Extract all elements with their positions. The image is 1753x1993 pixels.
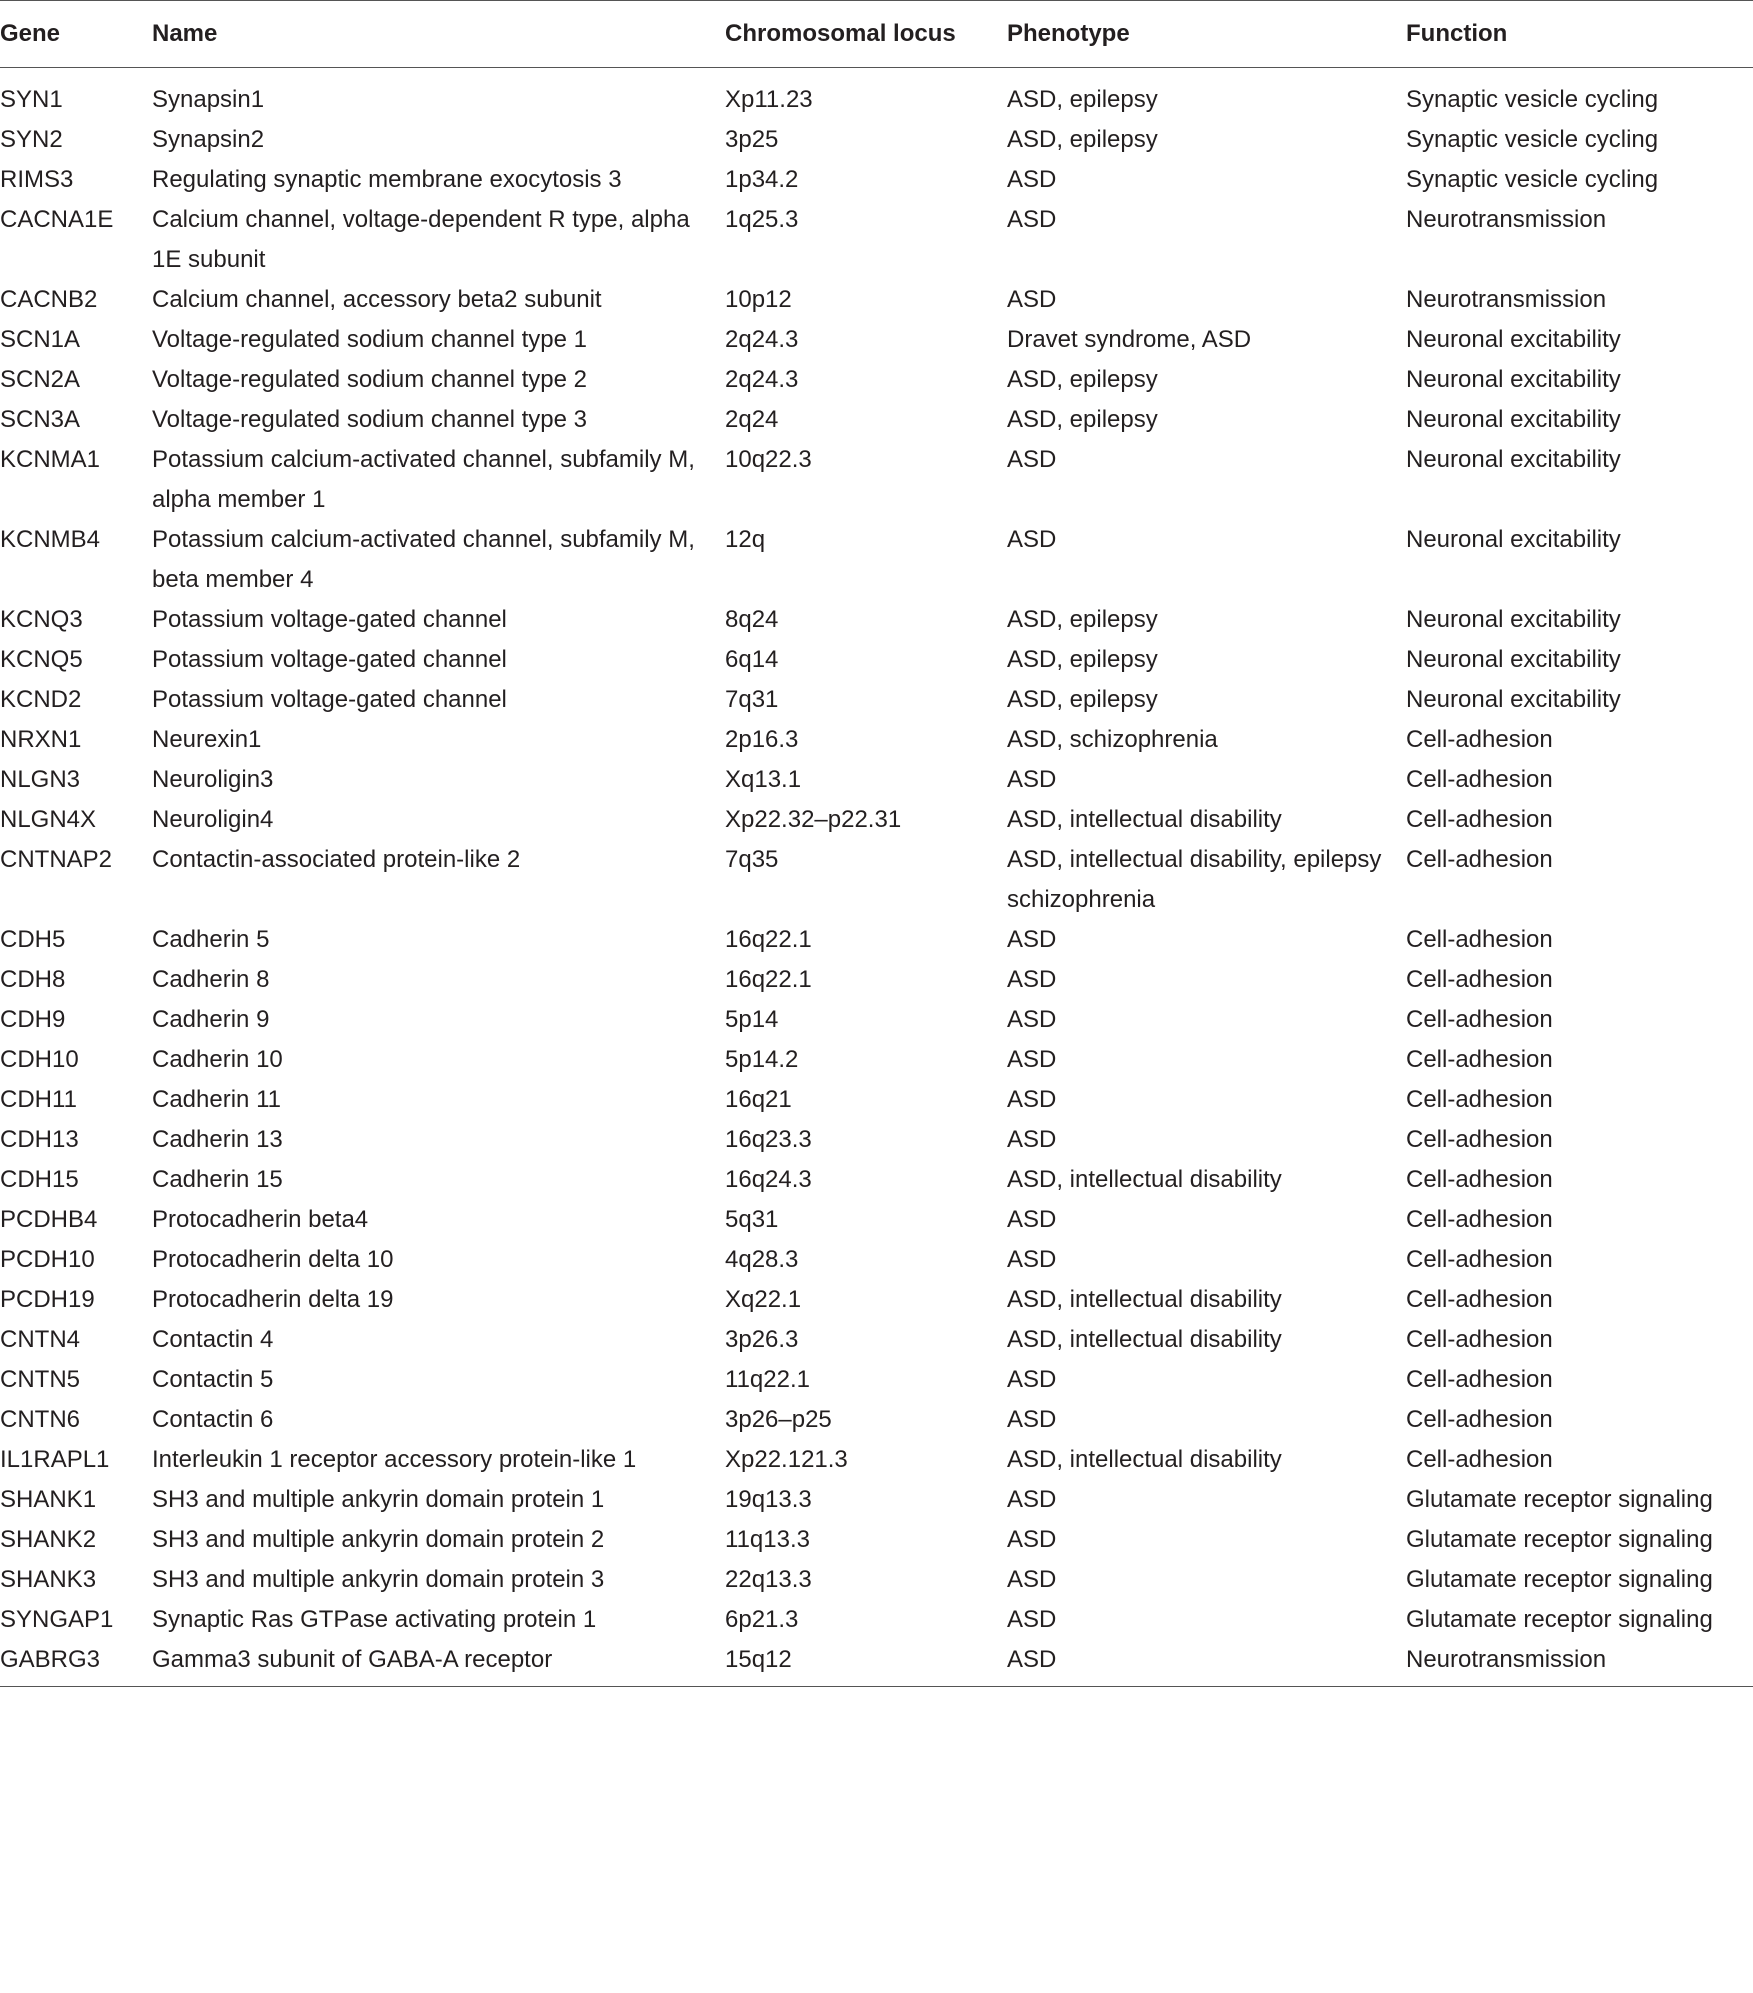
cell-name: Voltage-regulated sodium channel type 2	[152, 366, 587, 393]
cell-function: Cell-adhesion	[1406, 806, 1553, 833]
table-row	[0, 1640, 1753, 1687]
table-row	[0, 680, 1753, 720]
cell-function: Cell-adhesion	[1406, 1446, 1553, 1473]
cell-name: Cadherin 5	[152, 926, 270, 953]
cell-phenotype: ASD, epilepsy	[1007, 686, 1158, 713]
table-row	[0, 1280, 1753, 1320]
cell-function: Synaptic vesicle cycling	[1406, 126, 1659, 153]
cell-name: SH3 and multiple ankyrin domain protein 1	[152, 1486, 605, 1513]
cell-gene: SCN3A	[0, 406, 81, 433]
cell-phenotype: ASD	[1007, 166, 1057, 193]
cell-name: Voltage-regulated sodium channel type 3	[152, 406, 587, 433]
cell-function: Neuronal excitability	[1406, 606, 1621, 633]
cell-locus: 6q14	[725, 646, 779, 673]
cell-locus: 16q24.3	[725, 1166, 812, 1193]
cell-gene: CNTNAP2	[0, 846, 113, 873]
cell-function: Neurotransmission	[1406, 206, 1607, 233]
cell-function: Glutamate receptor signaling	[1406, 1526, 1713, 1553]
cell-function: Cell-adhesion	[1406, 966, 1553, 993]
cell-name: Neuroligin4	[152, 806, 274, 833]
cell-locus: 11q13.3	[725, 1526, 810, 1553]
table-row	[0, 1400, 1753, 1440]
cell-gene: CDH5	[0, 926, 66, 953]
cell-name: Potassium voltage-gated channel	[152, 686, 507, 713]
cell-phenotype: ASD	[1007, 1206, 1057, 1233]
cell-locus: Xp11.23	[725, 86, 813, 113]
cell-phenotype: ASD, epilepsy	[1007, 366, 1158, 393]
cell-phenotype: ASD	[1007, 1566, 1057, 1593]
cell-function: Synaptic vesicle cycling	[1406, 86, 1659, 113]
header-row	[0, 1, 1753, 68]
cell-phenotype: ASD	[1007, 1366, 1057, 1393]
cell-gene: CACNA1E	[0, 206, 114, 233]
cell-locus: 10p12	[725, 286, 792, 313]
cell-function: Cell-adhesion	[1406, 1166, 1553, 1193]
cell-name: Cadherin 15	[152, 1166, 283, 1193]
cell-name: Voltage-regulated sodium channel type 1	[152, 326, 587, 353]
cell-gene: SYN1	[0, 86, 63, 113]
cell-locus: 2q24.3	[725, 366, 799, 393]
table-row	[0, 320, 1753, 360]
cell-gene: NLGN4X	[0, 806, 97, 833]
table-row	[0, 1560, 1753, 1600]
cell-phenotype: ASD, intellectual disability	[1007, 806, 1282, 833]
cell-phenotype: ASD	[1007, 526, 1057, 553]
cell-gene: PCDHB4	[0, 1206, 98, 1233]
cell-locus: 19q13.3	[725, 1486, 812, 1513]
table-row	[0, 1360, 1753, 1400]
cell-gene: PCDH10	[0, 1246, 95, 1273]
cell-locus: 10q22.3	[725, 446, 812, 473]
table-row	[0, 1320, 1753, 1360]
table-row	[0, 280, 1753, 320]
cell-name: Synapsin2	[152, 126, 265, 153]
cell-name: Synaptic Ras GTPase activating protein 1	[152, 1606, 597, 1633]
cell-function: Cell-adhesion	[1406, 1286, 1553, 1313]
table-row	[0, 520, 1753, 600]
cell-function: Cell-adhesion	[1406, 1246, 1553, 1273]
cell-gene: CDH9	[0, 1006, 66, 1033]
table-row	[0, 160, 1753, 200]
cell-locus: 5p14	[725, 1006, 779, 1033]
table-row	[0, 1200, 1753, 1240]
cell-phenotype: ASD	[1007, 1246, 1057, 1273]
cell-gene: CDH11	[0, 1086, 77, 1113]
table-row	[0, 1440, 1753, 1480]
table-row	[0, 360, 1753, 400]
cell-locus: Xp22.32–p22.31	[725, 806, 902, 833]
cell-function: Cell-adhesion	[1406, 726, 1553, 753]
cell-function: Glutamate receptor signaling	[1406, 1606, 1713, 1633]
cell-name: Cadherin 11	[152, 1086, 281, 1113]
cell-phenotype: ASD, epilepsy	[1007, 126, 1158, 153]
table-header	[0, 1, 1753, 68]
cell-name: Potassium calcium-activated channel, subfamily M, beta member 4	[152, 526, 695, 593]
cell-locus: 15q12	[725, 1640, 1007, 1687]
cell-name: Interleukin 1 receptor accessory protein-like 1	[152, 1446, 637, 1473]
table-row	[0, 1160, 1753, 1200]
table-row	[0, 640, 1753, 680]
cell-gene: SCN2A	[0, 366, 81, 393]
table-row	[0, 840, 1753, 920]
cell-function: Neuronal excitability	[1406, 326, 1621, 353]
column-header-name: Name	[152, 1, 725, 68]
cell-phenotype: ASD, intellectual disability	[1007, 1286, 1282, 1313]
cell-locus: 5p14.2	[725, 1046, 799, 1073]
cell-name: Cadherin 13	[152, 1126, 283, 1153]
cell-gene: SYNGAP1	[0, 1606, 114, 1633]
cell-function: Neuronal excitability	[1406, 446, 1621, 473]
cell-function: Cell-adhesion	[1406, 1206, 1553, 1233]
table-row	[0, 720, 1753, 760]
cell-phenotype: ASD	[1007, 966, 1057, 993]
cell-locus: 4q28.3	[725, 1246, 799, 1273]
cell-name: Cadherin 10	[152, 1046, 283, 1073]
cell-name: Calcium channel, voltage-dependent R type, alpha 1E subunit	[152, 206, 690, 273]
cell-phenotype: ASD, epilepsy	[1007, 606, 1158, 633]
cell-name: Contactin 4	[152, 1326, 274, 1353]
cell-phenotype: ASD	[1007, 926, 1057, 953]
cell-phenotype: ASD	[1007, 1486, 1057, 1513]
column-header-gene: Gene	[0, 1, 152, 68]
cell-gene: NLGN3	[0, 766, 81, 793]
cell-locus: Xp22.121.3	[725, 1446, 848, 1473]
cell-locus: 2q24.3	[725, 326, 799, 353]
cell-function: Cell-adhesion	[1406, 1046, 1553, 1073]
cell-function: Cell-adhesion	[1406, 1326, 1553, 1353]
cell-function: Glutamate receptor signaling	[1406, 1486, 1713, 1513]
cell-phenotype: ASD, schizophrenia	[1007, 726, 1218, 753]
cell-locus: 11q22.1	[725, 1366, 810, 1393]
table-row	[0, 600, 1753, 640]
cell-gene: SCN1A	[0, 326, 81, 353]
cell-locus: 3p26.3	[725, 1326, 799, 1353]
cell-function: Cell-adhesion	[1406, 926, 1553, 953]
column-header-phenotype: Phenotype	[1007, 1, 1406, 68]
table-row	[0, 960, 1753, 1000]
cell-function: Neurotransmission	[1406, 1640, 1753, 1687]
cell-phenotype: ASD, epilepsy	[1007, 406, 1158, 433]
table-row	[0, 760, 1753, 800]
table-row	[0, 68, 1753, 121]
cell-gene: CNTN6	[0, 1406, 81, 1433]
cell-locus: 5q31	[725, 1206, 779, 1233]
table-row	[0, 1240, 1753, 1280]
cell-phenotype: ASD	[1007, 1046, 1057, 1073]
cell-phenotype: ASD	[1007, 1126, 1057, 1153]
cell-locus: 22q13.3	[725, 1566, 812, 1593]
column-header-function: Function	[1406, 1, 1753, 68]
cell-gene: SHANK1	[0, 1486, 97, 1513]
cell-phenotype: ASD	[1007, 286, 1057, 313]
table-row	[0, 200, 1753, 280]
cell-locus: 1p34.2	[725, 166, 799, 193]
cell-function: Neurotransmission	[1406, 286, 1607, 313]
cell-gene: RIMS3	[0, 166, 74, 193]
cell-phenotype: ASD	[1007, 1526, 1057, 1553]
cell-gene: CNTN4	[0, 1326, 81, 1353]
cell-name: SH3 and multiple ankyrin domain protein 3	[152, 1566, 605, 1593]
cell-gene: CDH8	[0, 966, 66, 993]
table-row	[0, 1520, 1753, 1560]
cell-name: SH3 and multiple ankyrin domain protein 2	[152, 1526, 605, 1553]
cell-name: Protocadherin delta 10	[152, 1246, 394, 1273]
cell-gene: GABRG3	[0, 1640, 152, 1687]
cell-function: Glutamate receptor signaling	[1406, 1566, 1713, 1593]
cell-locus: 16q23.3	[725, 1126, 812, 1153]
cell-function: Cell-adhesion	[1406, 846, 1553, 873]
cell-name: Protocadherin beta4	[152, 1206, 369, 1233]
cell-locus: 16q22.1	[725, 926, 812, 953]
cell-locus: 2q24	[725, 406, 779, 433]
cell-locus: 2p16.3	[725, 726, 799, 753]
cell-locus: 7q31	[725, 686, 779, 713]
cell-gene: SHANK2	[0, 1526, 97, 1553]
table-row	[0, 1480, 1753, 1520]
cell-phenotype: ASD	[1007, 1406, 1057, 1433]
cell-function: Synaptic vesicle cycling	[1406, 166, 1659, 193]
table-row	[0, 1600, 1753, 1640]
cell-function: Cell-adhesion	[1406, 1366, 1553, 1393]
column-header-locus: Chromosomal locus	[725, 1, 1007, 68]
cell-phenotype: ASD, epilepsy	[1007, 646, 1158, 673]
table-row	[0, 400, 1753, 440]
cell-name: Gamma3 subunit of GABA-A receptor	[152, 1640, 725, 1687]
cell-function: Neuronal excitability	[1406, 526, 1621, 553]
table-body	[0, 68, 1753, 1687]
table-row	[0, 920, 1753, 960]
cell-gene: KCNMA1	[0, 446, 101, 473]
cell-locus: 12q	[725, 526, 766, 553]
cell-locus: 3p26–p25	[725, 1406, 832, 1433]
cell-name: Potassium calcium-activated channel, subfamily M, alpha member 1	[152, 446, 695, 513]
cell-gene: KCND2	[0, 686, 82, 713]
cell-phenotype: ASD	[1007, 446, 1057, 473]
cell-function: Cell-adhesion	[1406, 1006, 1553, 1033]
cell-name: Protocadherin delta 19	[152, 1286, 394, 1313]
cell-gene: CDH13	[0, 1126, 79, 1153]
cell-locus: 16q22.1	[725, 966, 812, 993]
cell-function: Cell-adhesion	[1406, 1086, 1553, 1113]
cell-phenotype: ASD	[1007, 1640, 1406, 1687]
cell-gene: SYN2	[0, 126, 63, 153]
cell-name: Calcium channel, accessory beta2 subunit	[152, 286, 602, 313]
cell-phenotype: ASD	[1007, 766, 1057, 793]
cell-phenotype: ASD, intellectual disability	[1007, 1446, 1282, 1473]
cell-name: Potassium voltage-gated channel	[152, 606, 507, 633]
table-row	[0, 1000, 1753, 1040]
cell-locus: 7q35	[725, 846, 779, 873]
table-row	[0, 800, 1753, 840]
table-row	[0, 1080, 1753, 1120]
cell-phenotype: ASD, intellectual disability	[1007, 1326, 1282, 1353]
cell-gene: PCDH19	[0, 1286, 95, 1313]
cell-function: Cell-adhesion	[1406, 766, 1553, 793]
cell-gene: KCNQ5	[0, 646, 83, 673]
cell-locus: 8q24	[725, 606, 779, 633]
cell-gene: IL1RAPL1	[0, 1446, 110, 1473]
cell-gene: NRXN1	[0, 726, 82, 753]
cell-name: Synapsin1	[152, 86, 265, 113]
cell-name: Cadherin 8	[152, 966, 270, 993]
cell-phenotype: Dravet syndrome, ASD	[1007, 326, 1252, 353]
table-row	[0, 1120, 1753, 1160]
cell-phenotype: ASD, epilepsy	[1007, 86, 1158, 113]
table-row	[0, 120, 1753, 160]
cell-name: Cadherin 9	[152, 1006, 270, 1033]
cell-name: Potassium voltage-gated channel	[152, 646, 507, 673]
cell-name: Contactin-associated protein-like 2	[152, 846, 521, 873]
table-row	[0, 440, 1753, 520]
cell-function: Neuronal excitability	[1406, 686, 1621, 713]
cell-name: Regulating synaptic membrane exocytosis 3	[152, 166, 622, 193]
cell-gene: CDH10	[0, 1046, 79, 1073]
cell-locus: Xq13.1	[725, 766, 802, 793]
cell-locus: 1q25.3	[725, 206, 799, 233]
cell-function: Cell-adhesion	[1406, 1406, 1553, 1433]
cell-name: Neuroligin3	[152, 766, 274, 793]
cell-phenotype: ASD	[1007, 1006, 1057, 1033]
cell-gene: KCNQ3	[0, 606, 83, 633]
cell-phenotype: ASD, intellectual disability, epilepsy schizophrenia	[1007, 846, 1382, 913]
cell-gene: CDH15	[0, 1166, 79, 1193]
cell-phenotype: ASD	[1007, 1086, 1057, 1113]
cell-gene: SHANK3	[0, 1566, 97, 1593]
cell-locus: 3p25	[725, 126, 779, 153]
cell-function: Neuronal excitability	[1406, 646, 1621, 673]
cell-phenotype: ASD	[1007, 1606, 1057, 1633]
cell-function: Neuronal excitability	[1406, 406, 1621, 433]
cell-name: Contactin 5	[152, 1366, 274, 1393]
cell-gene: CNTN5	[0, 1366, 81, 1393]
cell-name: Contactin 6	[152, 1406, 274, 1433]
cell-locus: 6p21.3	[725, 1606, 799, 1633]
cell-phenotype: ASD, intellectual disability	[1007, 1166, 1282, 1193]
table-row	[0, 1040, 1753, 1080]
cell-locus: Xq22.1	[725, 1286, 802, 1313]
cell-function: Cell-adhesion	[1406, 1126, 1553, 1153]
cell-gene: KCNMB4	[0, 526, 101, 553]
cell-phenotype: ASD	[1007, 206, 1057, 233]
cell-name: Neurexin1	[152, 726, 262, 753]
cell-function: Neuronal excitability	[1406, 366, 1621, 393]
cell-gene: CACNB2	[0, 286, 98, 313]
cell-locus: 16q21	[725, 1086, 792, 1113]
